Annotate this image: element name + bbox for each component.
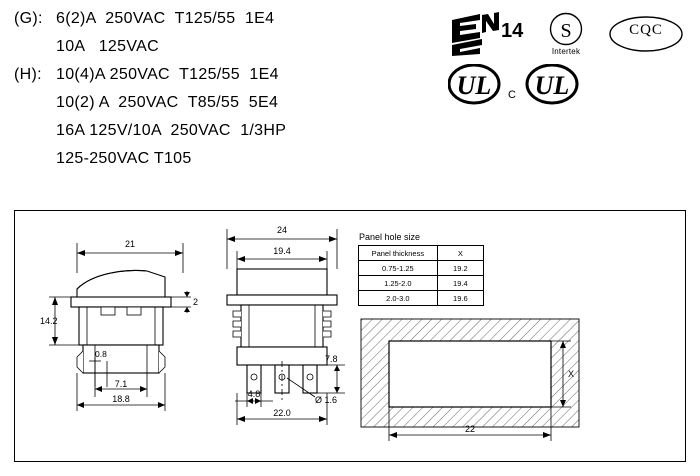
- svg-text:UL: UL: [534, 71, 570, 100]
- intertek-mark: [540, 12, 592, 66]
- ul-c-label: C: [508, 89, 516, 101]
- certification-marks: [440, 8, 690, 118]
- rating-text-g-2: 10A 125VAC: [56, 38, 159, 55]
- dim-cutout-x: X: [568, 369, 575, 379]
- cell-thickness: 0.75-1.25: [359, 261, 438, 276]
- rating-text-h-2: 10(2) A 250VAC T85/55 5E4: [56, 94, 279, 111]
- header-x: X: [437, 246, 483, 261]
- rating-label-h: (H):: [14, 66, 42, 83]
- rating-row: [14, 10, 434, 38]
- intertek-s-icon: [549, 12, 583, 46]
- table-row: [359, 276, 484, 291]
- dim-side-body-width: 22.0: [273, 408, 291, 418]
- rating-text-h-3: 16A 125V/10A 250VAC 1/3HP: [56, 122, 287, 139]
- rating-row: [14, 38, 434, 66]
- rating-row: [14, 122, 434, 150]
- ul-marks-icon: [448, 64, 588, 110]
- dim-side-inner-width: 19.4: [273, 246, 291, 256]
- cell-x: 19.2: [437, 261, 483, 276]
- dim-side-terminal-width: 4.8: [247, 389, 261, 399]
- table-row: [359, 291, 484, 306]
- dim-front-flange: 2: [193, 297, 199, 307]
- rating-row: [14, 150, 434, 178]
- intertek-label: Intertek: [551, 47, 581, 56]
- dim-front-top-width: 21: [124, 239, 136, 249]
- table-header-row: [359, 246, 484, 261]
- enec-number-text: 14: [501, 20, 524, 42]
- hole-size-table: [358, 245, 484, 306]
- dim-front-height: 14.2: [40, 316, 58, 326]
- cell-x: 19.6: [437, 291, 483, 306]
- dim-front-08: 0.8: [95, 349, 107, 359]
- ratings-block: [14, 10, 434, 178]
- cell-thickness: 1.25-2.0: [359, 276, 438, 291]
- panel-hole-size-table: [358, 232, 488, 306]
- dim-hole-diameter: Ø 1.6: [315, 395, 338, 405]
- rating-text-h-4: 125-250VAC T105: [56, 150, 192, 167]
- cell-x: 19.4: [437, 276, 483, 291]
- rating-row: [14, 94, 434, 122]
- table-row: [359, 261, 484, 276]
- dim-cutout-width: 22: [464, 424, 476, 434]
- rating-text-g-1: 6(2)A 250VAC T125/55 1E4: [56, 10, 275, 27]
- dim-front-inner: 7.1: [114, 379, 128, 389]
- rating-text-h-1: 10(4)A 250VAC T125/55 1E4: [56, 66, 279, 83]
- dim-side-terminal-height: 7.8: [325, 354, 338, 364]
- cqc-label: CQC: [629, 22, 663, 38]
- dim-side-overall-width: 24: [276, 225, 288, 235]
- rating-label-g: (G):: [14, 10, 43, 27]
- panel-hole-size-title: Panel hole size: [359, 232, 421, 242]
- enec-mark-icon: [450, 12, 526, 54]
- drawing-svg: [15, 211, 685, 461]
- rating-row: [14, 66, 434, 94]
- cqc-mark-icon: [608, 14, 684, 54]
- svg-text:UL: UL: [456, 71, 492, 100]
- dim-front-base-width: 18.8: [112, 394, 130, 404]
- svg-text:S: S: [560, 20, 572, 42]
- header-panel-thickness: Panel thickness: [359, 246, 438, 261]
- cell-thickness: 2.0-3.0: [359, 291, 438, 306]
- dimension-drawing-frame: [14, 210, 686, 462]
